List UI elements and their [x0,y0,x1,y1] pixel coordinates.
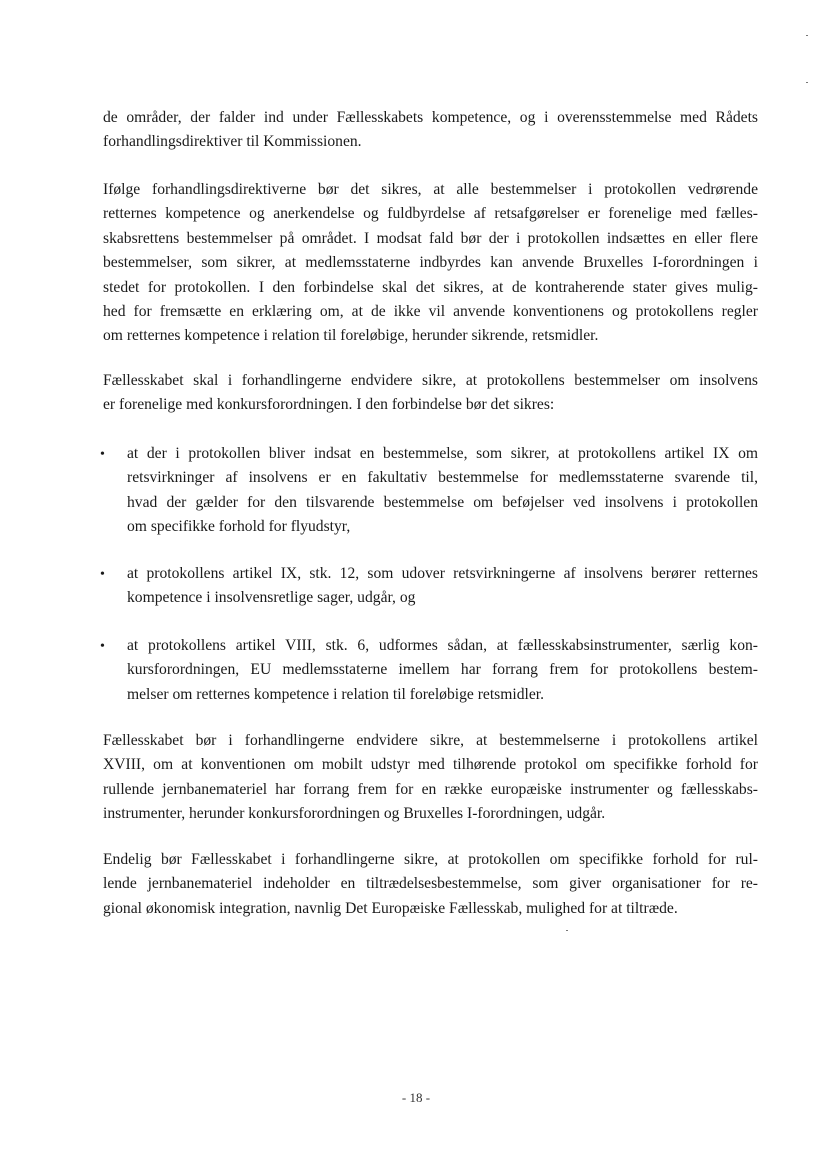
text-line: skabsrettens bestemmelser på området. I modsat fald bør der i protokollen indsættes en eller flere [103,229,758,247]
scan-speck [566,930,568,931]
scan-speck [806,82,808,83]
text-line: rullende jernbanemateriel har forrang frem for en række europæiske instrumenter og fællesskabs- [103,780,758,798]
text-line: de områder, der falder ind under Fællesskabets kompetence, og i overensstemmelse med Rådets [103,109,758,126]
text-line: retsvirkninger af insolvens er en fakultativ bestemmelse for medlemsstaterne svarende til, [127,469,758,487]
text-line: hvad der gælder for den tilsvarende bestemmelse om beføjelser ved insolvens i protokollen [127,493,758,511]
text-line: lende jernbanemateriel indeholder en tiltrædelsesbestemmelse, som giver organisationer for re- [103,875,758,893]
text-line: Fællesskabet bør i forhandlingerne endvidere sikre, at bestemmelserne i protokollens artikel [103,732,758,749]
text-line: retternes kompetence og anerkendelse og fuldbyrdelse af retsafgørelser er forenelige med fælles- [103,205,758,223]
text-line: kursforordningen, EU medlemsstaterne imellem har forrang frem for protokollens bestem- [127,661,758,679]
paragraph-5 [103,848,758,921]
scan-speck [806,35,808,36]
text-line: gional økonomisk integration, navnlig Det Europæiske Fællesskab, mulighed for at tiltræde. [103,899,678,917]
text-line: Fællesskabet skal i forhandlingerne endvidere sikre, at protokollens bestemmelser om insolvens [103,372,758,389]
bullet-marker: • [100,567,105,582]
paragraph-4 [103,729,758,827]
text-line: XVIII, om at konventionen om mobilt udstyr med tilhørende protokol om specifikke forhold for [103,756,758,774]
bullet-item-1 [127,442,758,540]
text-line: at der i protokollen bliver indsat en bestemmelse, som sikrer, at protokollens artikel IX om [127,445,758,462]
page-number: - 18 - [401,1090,431,1105]
paragraph-3 [103,369,758,418]
bullet-item-3 [127,634,758,707]
text-line: melser om retternes kompetence i relation til foreløbige retsmidler. [127,685,544,703]
text-line: stedet for protokollen. I den forbindelse skal det sikres, at de kontraherende stater gives mulig- [103,278,758,296]
text-line: hed for fremsætte en erklæring om, at de ikke vil anvende konventionens og protokollens regler [103,303,758,321]
paragraph-1 [103,106,758,155]
text-line: Endelig bør Fællesskabet i forhandlingerne sikre, at protokollen om specifikke forhold for rul- [103,851,758,868]
text-line: er forenelige med konkursforordningen. I den forbindelse bør det sikres: [103,396,555,414]
text-line: kompetence i insolvensretlige sager, udgår, og [127,589,416,607]
bullet-marker: • [100,447,105,462]
paragraph-2 [103,178,758,349]
bullet-marker: • [100,639,105,654]
text-line: Ifølge forhandlingsdirektiverne bør det sikres, at alle bestemmelser i protokollen vedrørende [103,181,758,198]
text-line: at protokollens artikel VIII, stk. 6, udformes sådan, at fællesskabsinstrumenter, særlig kon- [127,637,758,654]
text-line: at protokollens artikel IX, stk. 12, som udover retsvirkningerne af insolvens berører retternes [127,565,758,582]
text-line: om specifikke forhold for flyudstyr, [127,518,351,536]
text-line: om retternes kompetence i relation til foreløbige, herunder sikrende, retsmidler. [103,327,599,345]
bullet-item-2 [127,562,758,611]
text-line: forhandlingsdirektiver til Kommissionen. [103,133,362,151]
text-line: bestemmelser, som sikrer, at medlemsstaterne indbyrdes kan anvende Bruxelles I-forordningen i [103,254,758,272]
text-line: instrumenter, herunder konkursforordningen og Bruxelles I-forordningen, udgår. [103,805,606,823]
